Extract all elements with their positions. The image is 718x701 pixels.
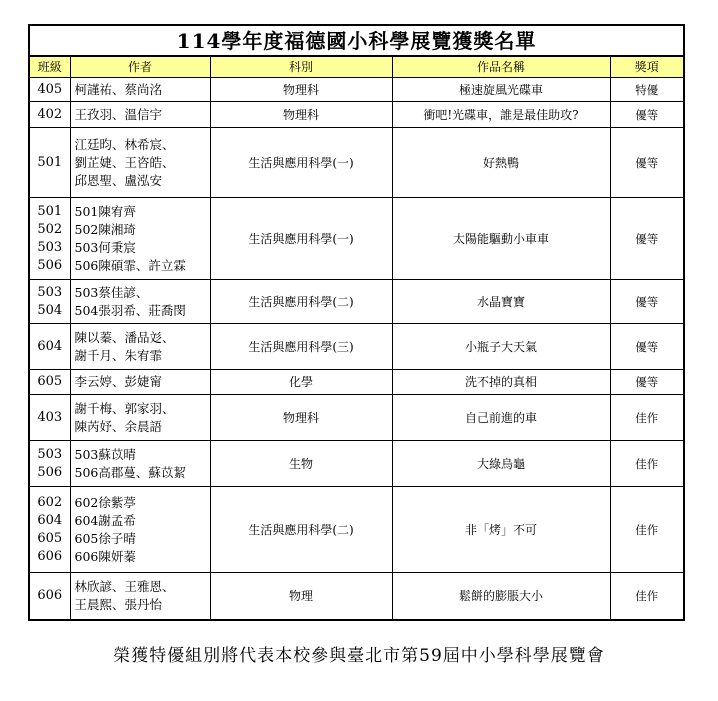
header-category: 科別 — [210, 56, 392, 78]
work-cell: 大綠烏龜 — [392, 441, 610, 487]
author-cell: 柯謹祐、蔡尚洺 — [70, 78, 210, 102]
category-cell: 化學 — [210, 370, 392, 395]
work-cell: 鬆餅的膨脹大小 — [392, 573, 610, 620]
award-cell: 優等 — [610, 128, 684, 198]
header-work: 作品名稱 — [392, 56, 610, 78]
work-cell: 自己前進的車 — [392, 395, 610, 441]
award-cell: 優等 — [610, 370, 684, 395]
table-row — [29, 324, 684, 370]
table-row — [29, 441, 684, 487]
work-cell: 洗不掉的真相 — [392, 370, 610, 395]
table-row — [29, 370, 684, 395]
category-cell: 物理科 — [210, 78, 392, 102]
table-row — [29, 573, 684, 620]
award-cell: 優等 — [610, 198, 684, 280]
work-cell: 衝吧!光碟車，誰是最佳助攻? — [392, 102, 610, 128]
class-cell: 501 — [29, 128, 70, 198]
category-cell: 生活與應用科學(三) — [210, 324, 392, 370]
class-cell: 405 — [29, 78, 70, 102]
table-title: 114學年度福德國小科學展覽獲獎名單 — [29, 25, 684, 56]
class-cell: 503 504 — [29, 280, 70, 324]
table-row — [29, 198, 684, 280]
category-cell: 物理 — [210, 573, 392, 620]
header-award: 獎項 — [610, 56, 684, 78]
header-class: 班級 — [29, 56, 70, 78]
footer-note: 榮獲特優組別將代表本校參與臺北市第59屆中小學科學展覽會 — [113, 646, 605, 666]
award-list-sheet — [28, 24, 683, 621]
work-cell: 好熱鴨 — [392, 128, 610, 198]
work-cell: 小瓶子大天氣 — [392, 324, 610, 370]
category-cell: 生物 — [210, 441, 392, 487]
work-cell: 極速旋風光碟車 — [392, 78, 610, 102]
table-row — [29, 395, 684, 441]
class-cell: 503 506 — [29, 441, 70, 487]
award-cell: 優等 — [610, 102, 684, 128]
work-cell: 非「烤」不可 — [392, 487, 610, 573]
header-author: 作者 — [70, 56, 210, 78]
award-cell: 佳作 — [610, 487, 684, 573]
work-cell: 水晶寶寶 — [392, 280, 610, 324]
class-cell: 602 604 605 606 — [29, 487, 70, 573]
class-cell: 605 — [29, 370, 70, 395]
table-row — [29, 487, 684, 573]
table-row — [29, 128, 684, 198]
award-cell: 優等 — [610, 280, 684, 324]
table-body — [29, 78, 684, 620]
category-cell: 物理科 — [210, 395, 392, 441]
award-table — [28, 24, 685, 621]
author-cell: 503蘇苡晴 506高郡蔓、蘇苡絜 — [70, 441, 210, 487]
award-cell: 佳作 — [610, 441, 684, 487]
class-cell: 402 — [29, 102, 70, 128]
category-cell: 生活與應用科學(二) — [210, 280, 392, 324]
author-cell: 王孜羽、溫信宇 — [70, 102, 210, 128]
class-cell: 606 — [29, 573, 70, 620]
header-row — [29, 56, 684, 78]
author-cell: 503蔡佳諺、 504張羽希、莊喬閔 — [70, 280, 210, 324]
category-cell: 生活與應用科學(一) — [210, 128, 392, 198]
category-cell: 物理科 — [210, 102, 392, 128]
table-row — [29, 78, 684, 102]
author-cell: 陳以蓁、潘品彣、 謝千月、朱宥霏 — [70, 324, 210, 370]
class-cell: 604 — [29, 324, 70, 370]
award-cell: 優等 — [610, 324, 684, 370]
author-cell: 林欣諺、王雅恩、 王晨熙、張丹怡 — [70, 573, 210, 620]
table-row — [29, 102, 684, 128]
author-cell: 602徐紫葶 604謝孟希 605徐子晴 606陳妍蓁 — [70, 487, 210, 573]
author-cell: 江廷昀、林希宸、 劉芷婕、王咨皓、 邱恩聖、盧泓安 — [70, 128, 210, 198]
award-cell: 佳作 — [610, 395, 684, 441]
award-cell: 特優 — [610, 78, 684, 102]
table-row — [29, 280, 684, 324]
category-cell: 生活與應用科學(二) — [210, 487, 392, 573]
award-cell: 佳作 — [610, 573, 684, 620]
author-cell: 謝千梅、郭家羽、 陳芮妤、余晨語 — [70, 395, 210, 441]
author-cell: 李云婷、彭婕甯 — [70, 370, 210, 395]
category-cell: 生活與應用科學(一) — [210, 198, 392, 280]
class-cell: 403 — [29, 395, 70, 441]
class-cell: 501 502 503 506 — [29, 198, 70, 280]
work-cell: 太陽能驅動小車車 — [392, 198, 610, 280]
author-cell: 501陳宥齊 502陳湘琦 503何秉宸 506陳碩霏、許立霖 — [70, 198, 210, 280]
